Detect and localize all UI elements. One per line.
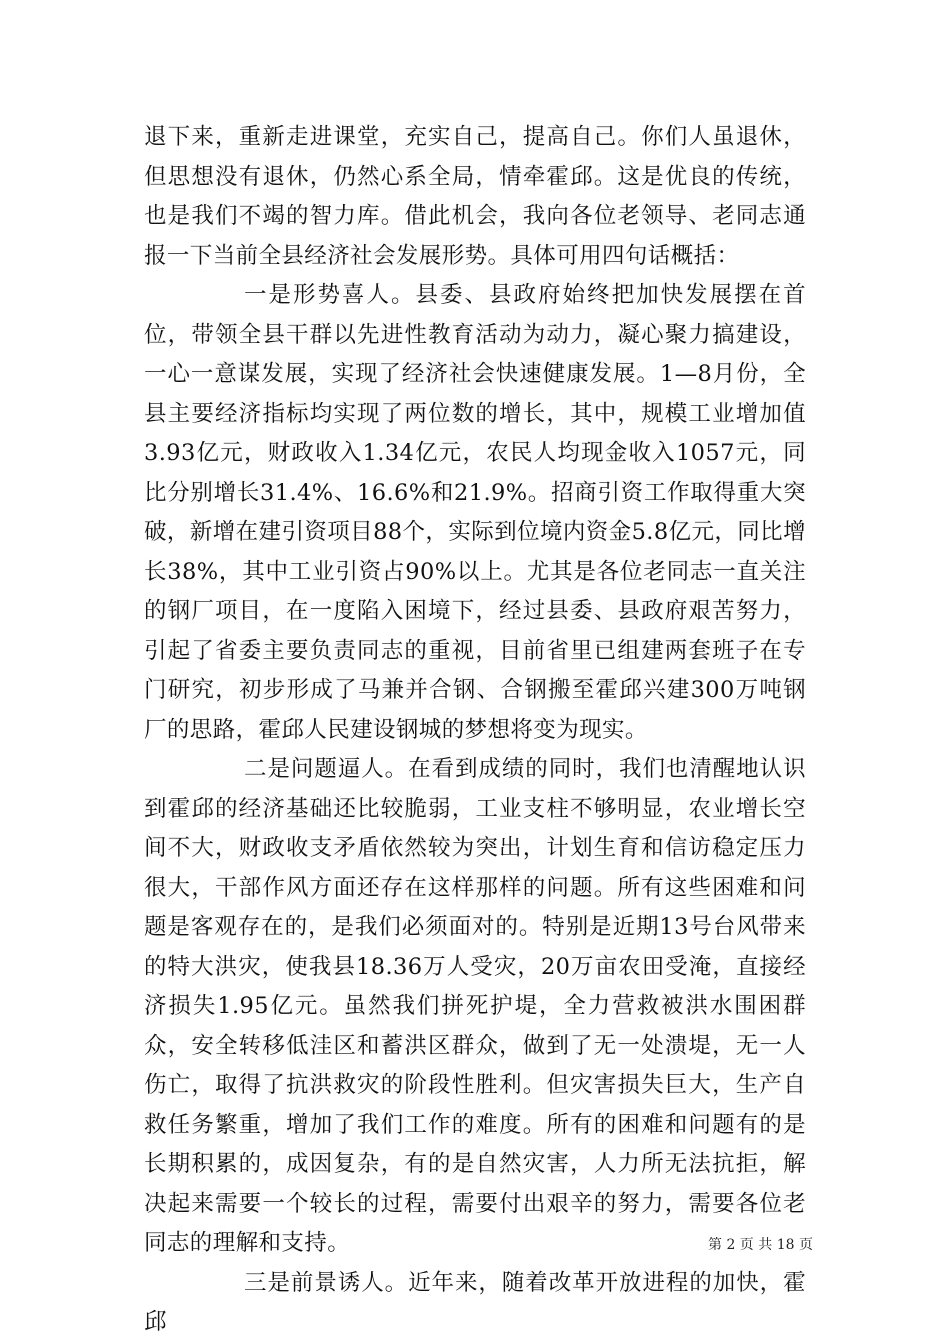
page-number-footer: 第 2 页 共 18 页 <box>708 1237 813 1253</box>
paragraph-situation: 一是形势喜人。县委、县政府始终把加快发展摆在首位，带领全县干群以先进性教育活动为动力，凝心聚力搞建设，一心一意谋发展，实现了经济社会快速健康发展。1—8月份，全县主要经济指标均实现了两位数的增长，其中，规模工业增加值3.93亿元，财政收入1.34亿元，农民人均现金收入1057元，同比分别增长31.4%、16.6%和21.9%。招商引资工作取得重大突破，新增在建引资项目88个，实际到位境内资金5.8亿元，同比增长38%，其中工业引资占90%以上。尤其是各位老同志一直关注的钢厂项目，在一度陷入困境下，经过县委、县政府艰苦努力，引起了省委主要负责同志的重视，目前省里已组建两套班子在专门研究，初步形成了马兼并合钢、合钢搬至霍邱兴建300万吨钢厂的思路，霍邱人民建设钢城的梦想将变为现实。 <box>144 282 806 743</box>
document-body <box>144 118 806 1343</box>
paragraph-problems: 二是问题逼人。在看到成绩的同时，我们也清醒地认识到霍邱的经济基础还比较脆弱，工业支柱不够明显，农业增长空间不大，财政收支矛盾依然较为突出，计划生育和信访稳定压力很大，干部作风方面还存在这样那样的问题。所有这些困难和问题是客观存在的，是我们必须面对的。特别是近期13号台风带来的特大洪灾，使我县18.36万人受灾，20万亩农田受淹，直接经济损失1.95亿元。虽然我们拼死护堤，全力营救被洪水围困群众，安全转移低洼区和蓄洪区群众，做到了无一处溃堤，无一人伤亡，取得了抗洪救灾的阶段性胜利。但灾害损失巨大，生产自救任务繁重，增加了我们工作的难度。所有的困难和问题有的是长期积累的，成因复杂，有的是自然灾害，人力所无法抗拒，解决起来需要一个较长的过程，需要付出艰辛的努力，需要各位老同志的理解和支持。 <box>144 756 806 1256</box>
paragraph-prospects: 三是前景诱人。近年来，随着改革开放进程的加快，霍邱 <box>144 1269 806 1335</box>
paragraph-continuation: 退下来，重新走进课堂，充实自己，提高自己。你们人虽退休，但思想没有退休，仍然心系全局，情牵霍邱。这是优良的传统，也是我们不竭的智力库。借此机会，我向各位老领导、老同志通报一下当前全县经济社会发展形势。具体可用四句话概括： <box>144 124 806 269</box>
